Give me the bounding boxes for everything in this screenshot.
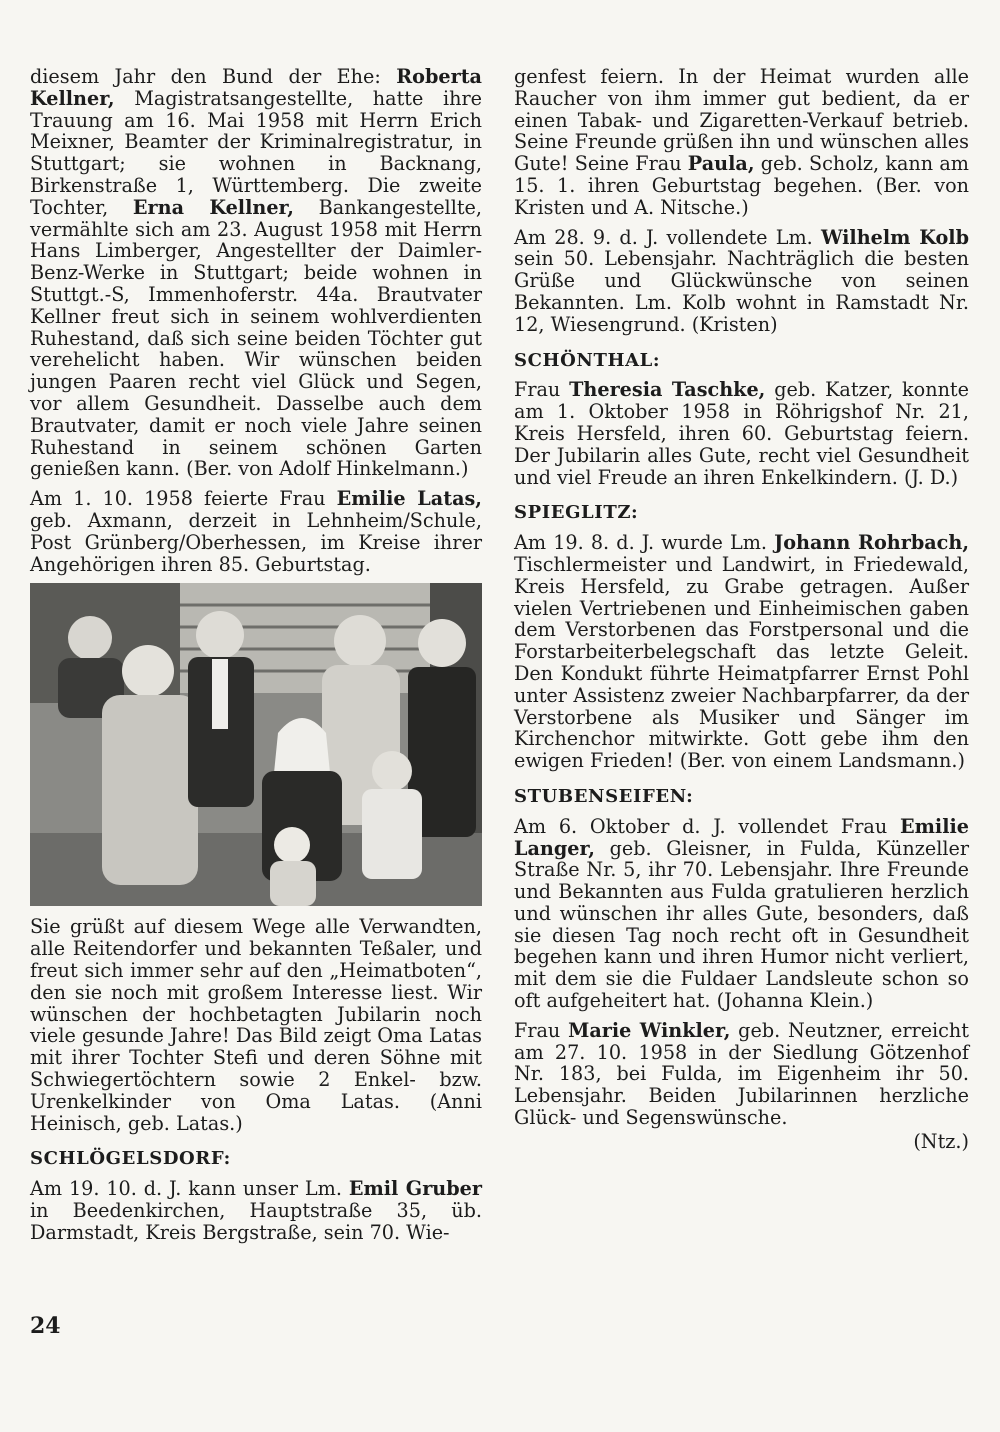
paragraph-kellner: diesem Jahr den Bund der Ehe: Roberta Kellner, Magistratsangestellte, hatte ihre Trauung am 16. Mai 1958 mit Herrn Erich Meixner, Beamter der Kriminalregistratur, in Stuttgart; sie wohnen in Backnang, Birkenstraße 1, Württemberg. Die zweite Tochter, Erna Kellner, Bankangestellte, vermählte sich am 23. August 1958 mit Herrn Hans Limberger, Angestellter der Daimler-Benz-Werke in Stuttgart; beide wohnen in Stuttgt.-S, Immenhoferstr. 44a. Brautvater Kellner freut sich in seinem wohlverdienten Ruhestand, daß sich seine beiden Töchter gut verehelicht haben. Wir wünschen beiden jungen Paaren recht viel Glück und Segen, vor allem Gesundheit. Dasselbe auch dem Brautvater, damit er noch viele Jahre seinen Ruhestand in seinem schönen Garten genießen kann. (Ber. von Adolf Hinkelmann.): [30, 65, 482, 481]
paragraph-latas-continued: Sie grüßt auf diesem Wege alle Verwandten, alle Reitendorfer und bekannten Teßaler, und freut sich immer sehr auf den „Heimatboten“, den sie noch mit großem Interesse liest. Wir wünschen der hochbetagten Jubilarin noch viele gesunde Jahre! Das Bild zeigt Oma Latas mit ihrer Tochter Stefi und deren Söhne mit Schwiegertöchtern sowie 2 Enkel- bzw. Urenkelkinder von Oma Latas. (Anni Heinisch, geb. Latas.): [30, 915, 482, 1135]
family-photo: [30, 583, 482, 906]
heading-spieglitz: SPIEGLITZ:: [514, 502, 639, 524]
heading-stubenseifen: STUBENSEIFEN:: [514, 785, 694, 807]
paragraph-gruber: Am 19. 10. d. J. kann unser Lm. Emil Gruber in Beedenkirchen, Hauptstraße 35, üb. Darmstadt, Kreis Bergstraße, sein 70. Wie-: [30, 1177, 482, 1244]
paragraph-taschke: Frau Theresia Taschke, geb. Katzer, konnte am 1. Oktober 1958 in Röhrigshof Nr. 21, Kreis Hersfeld, ihren 60. Geburtstag feiern. Der Jubilarin alles Gute, recht viel Gesundheit und viel Freude an ihren Enkelkindern. (J. D.): [514, 378, 969, 489]
paragraph-rohrbach: Am 19. 8. d. J. wurde Lm. Johann Rohrbach, Tischlermeister und Landwirt, in Friedewald, Kreis Hersfeld, zu Grabe getragen. Außer vielen Vertriebenen und Einheimischen gaben dem Verstorbenen das Forstpersonal und die Forstarbeiterbelegschaft das letzte Geleit. Den Kondukt führte Heimatpfarrer Ernst Pohl unter Assistenz zweier Nachbarpfarrer, da der Verstorbene als Musiker und Sänger im Kirchenchor mitwirkte. Gott gebe ihm den ewigen Frieden! (Ber. von einem Landsmann.): [514, 531, 970, 773]
paragraph-gruber-continued: genfest feiern. In der Heimat wurden alle Raucher von ihm immer gut bedient, da er einen Tabak- und Zigaretten-Verkauf betrieb. Seine Freunde grüßen ihn und wünschen alles Gute! Seine Frau Paula, geb. Scholz, kann am 15. 1. ihren Geburtstag begehen. (Ber. von Kristen und A. Nitsche.): [514, 65, 970, 219]
heading-schoenthal: SCHÖNTHAL:: [514, 349, 661, 371]
paragraph-latas: Am 1. 10. 1958 feierte Frau Emilie Latas, geb. Axmann, derzeit in Lehnheim/Schule, Post Grünberg/Oberhessen, im Kreise ihrer Angehörigen ihren 85. Geburtstag.: [30, 487, 482, 576]
right-column: [514, 66, 969, 1153]
paragraph-kolb: Am 28. 9. d. J. vollendete Lm. Wilhelm Kolb sein 50. Lebensjahr. Nachträglich die besten Grüße und Glückwünsche von seinen Bekannten. Lm. Kolb wohnt in Ramstadt Nr. 12, Wiesengrund. (Kristen): [514, 225, 969, 336]
family-photo-illustration: [30, 583, 482, 906]
signature-ntz: (Ntz.): [913, 1129, 969, 1153]
heading-schloegelsdorf: SCHLÖGELSDORF:: [30, 1148, 231, 1170]
page-number: 24: [30, 1313, 61, 1339]
paragraph-winkler: Frau Marie Winkler, geb. Neutzner, erreicht am 27. 10. 1958 in der Siedlung Götzenhof Nr. 183, bei Fulda, im Eigenheim ihr 50. Lebensjahr. Beiden Jubilarinnen herzliche Glück- und Segenswünsche.: [514, 1018, 969, 1130]
paragraph-langer: Am 6. Oktober d. J. vollendet Frau Emilie Langer, geb. Gleisner, in Fulda, Künzeller Straße Nr. 5, ihr 70. Lebensjahr. Ihre Freunde und Bekannten aus Fulda gratulieren herzlich und wünschen ihr alles Gute, besonders, daß sie diesen Tag noch recht oft in Gesundheit begehen kann und ihren Humor nicht verliert, mit dem sie die Fuldaer Landsleute schon so oft aufgeheitert hat. (Johanna Klein.): [514, 814, 969, 1013]
left-column: [30, 66, 482, 1251]
